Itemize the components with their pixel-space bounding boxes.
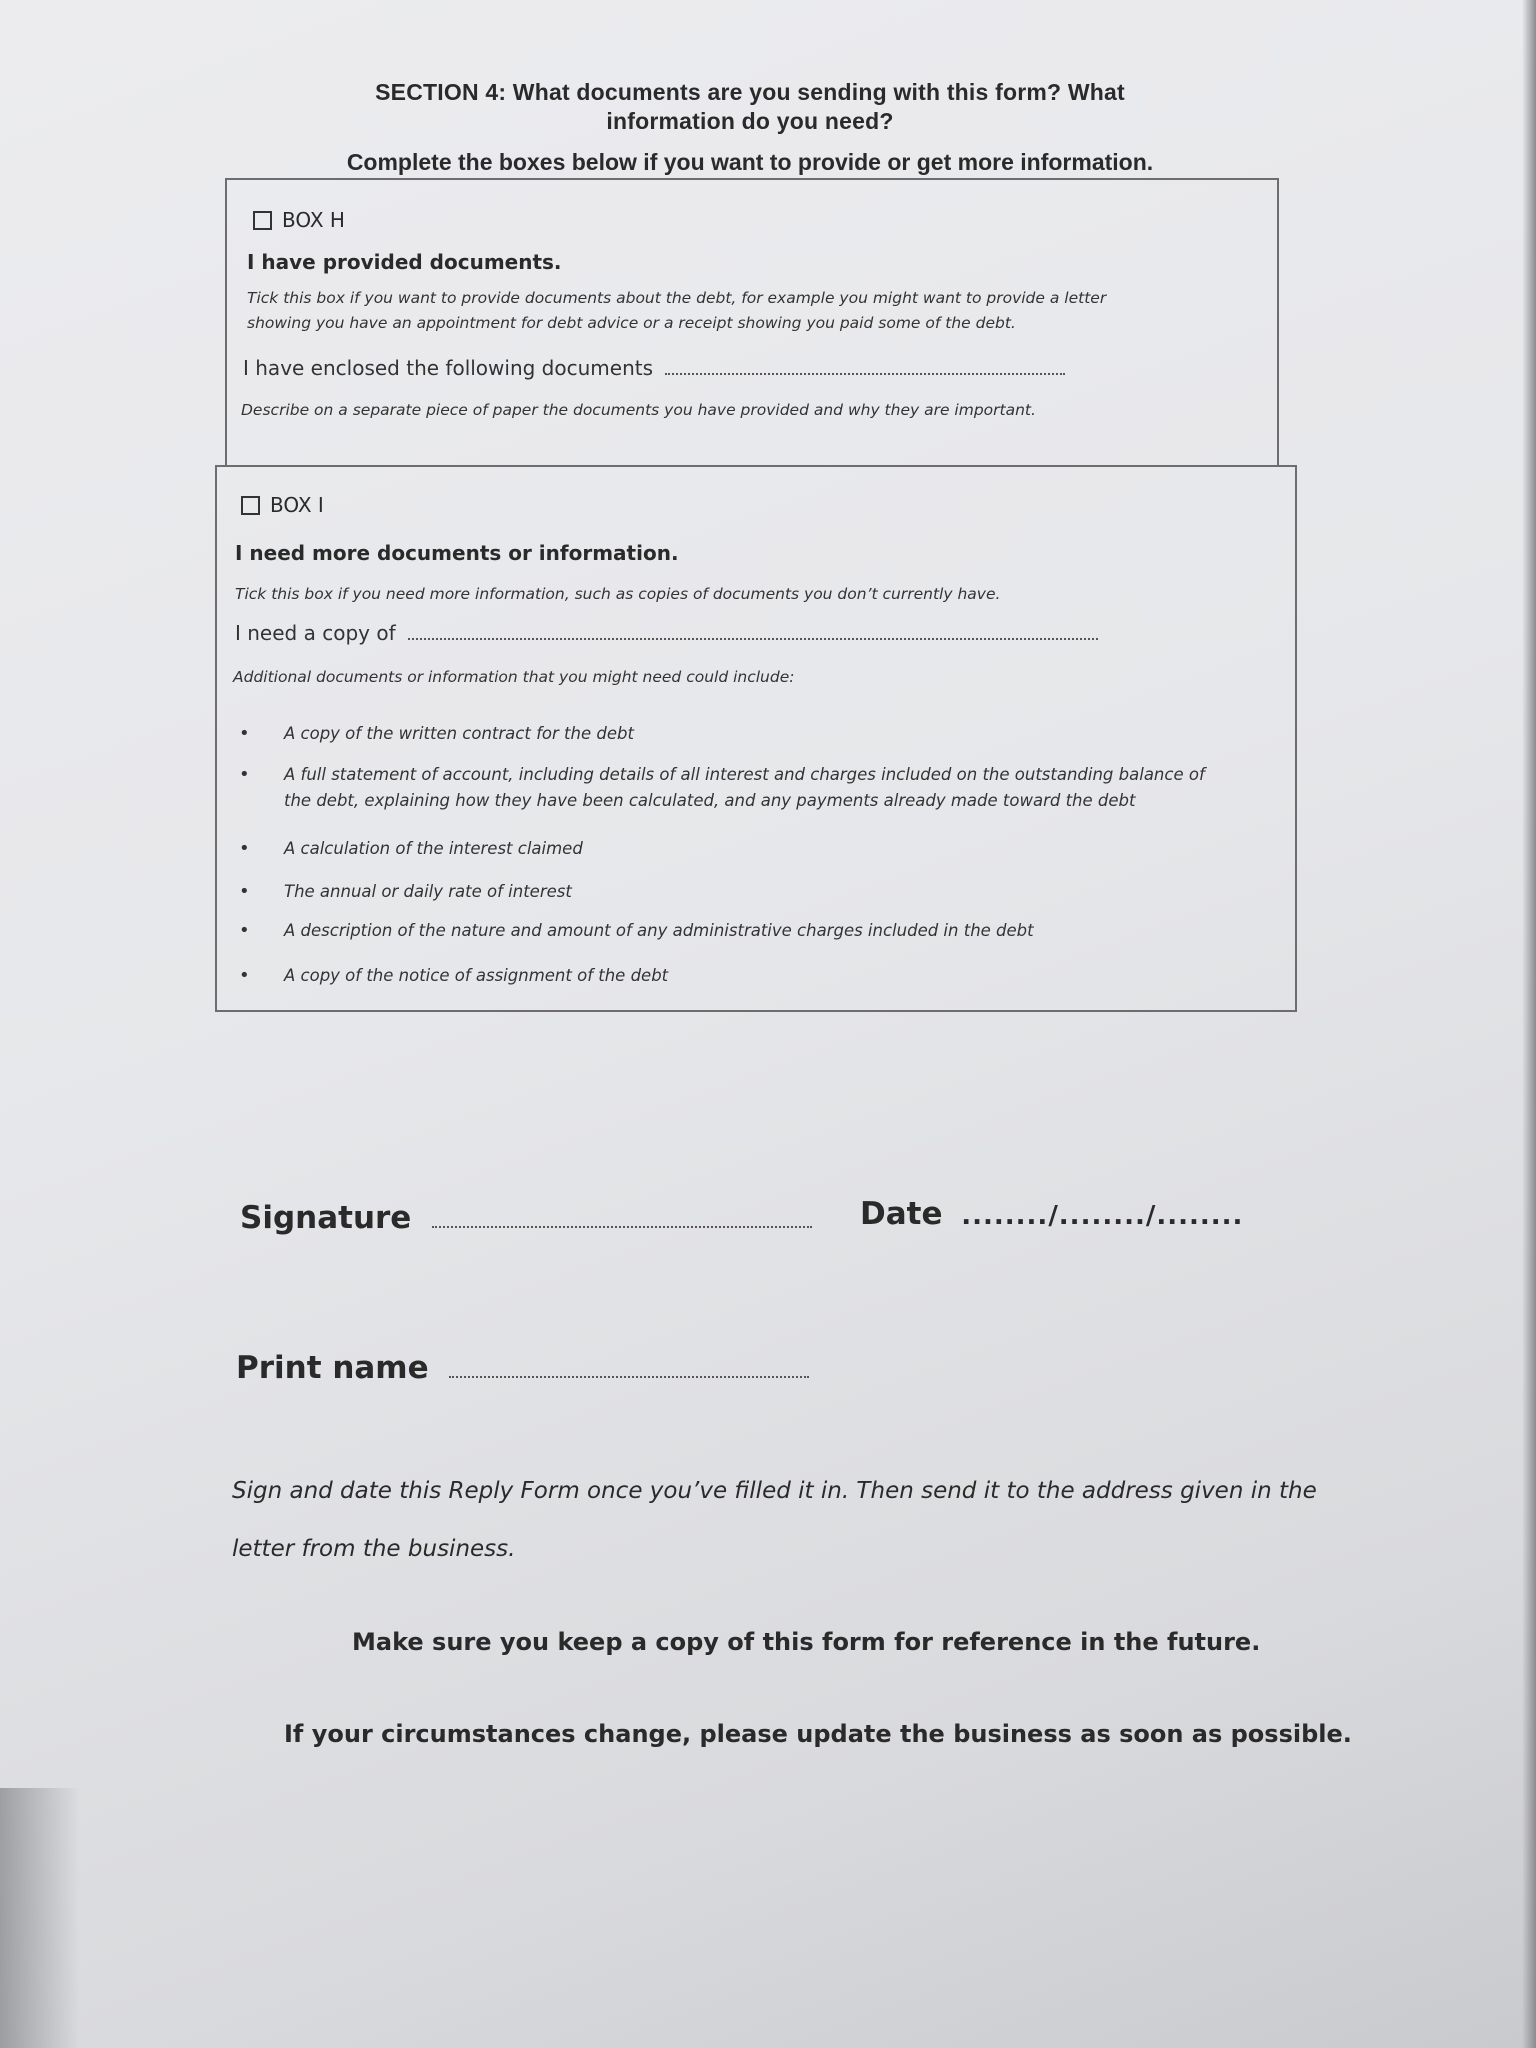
box-i-copy-field <box>235 621 1098 645</box>
box-i-field-label: I need a copy of <box>235 621 396 645</box>
signature-label: Signature <box>240 1200 412 1236</box>
section-title-line2: information do you need? <box>606 108 894 134</box>
box-i-copy-input[interactable] <box>408 624 1098 640</box>
box-h-label: BOX H <box>282 208 345 232</box>
box-i-label: BOX I <box>270 493 324 517</box>
page-shadow <box>0 1788 80 2048</box>
date-input[interactable]: ......../......../........ <box>961 1201 1244 1231</box>
box-i-instruction: Tick this box if you need more information, such as copies of documents you don’t currently have. <box>235 585 1001 603</box>
signature-input[interactable] <box>432 1208 812 1228</box>
box-i-list-intro: Additional documents or information that you might need could include: <box>233 668 795 686</box>
print-name-field <box>236 1350 809 1386</box>
box-h-field-label: I have enclosed the following documents <box>243 356 654 380</box>
box-h-heading: I have provided documents. <box>247 250 562 274</box>
box-h-instruction-line2: showing you have an appointment for debt advice or a receipt showing you paid some of the debt. <box>247 314 1016 332</box>
box-h-instruction-line1: Tick this box if you want to provide documents about the debt, for example you might want to provide a letter <box>247 289 1107 307</box>
update-note: If your circumstances change, please update the business as soon as possible. <box>284 1720 1352 1748</box>
print-name-label: Print name <box>236 1350 429 1386</box>
box-i: BOX I I need more documents or information. Tick this box if you need more information, such as copies of documents you don’t currently have. I need a copy of Additional documents or information that you might need could include: • A copy of the written contract for the debt • A full statement of account, including details of all interest and charges included on the outstanding balance of the debt, explaining how they have been calculated, and any payments already made toward the debt • A calculation of the interest claimed • The annual or daily rate of interest • A description of the nature and amount of any administrative charges included in the debt • A copy of the notice of assignment of the debt <box>215 465 1297 1012</box>
box-i-checkbox[interactable] <box>241 496 260 515</box>
date-field <box>860 1196 1243 1232</box>
page-edge <box>1522 0 1536 2048</box>
box-h-checkbox[interactable] <box>253 211 272 230</box>
box-h <box>225 178 1279 467</box>
section-title-line1: SECTION 4: What documents are you sending with this form? What <box>375 79 1125 105</box>
box-h-documents-input[interactable] <box>665 359 1065 375</box>
box-h-note: Describe on a separate piece of paper the documents you have provided and why they are important. <box>241 401 1036 419</box>
box-h-documents-field <box>243 356 1065 380</box>
box-i-heading: I need more documents or information. <box>235 541 679 565</box>
box-h-header <box>253 208 345 232</box>
keep-copy-note: Make sure you keep a copy of this form for reference in the future. <box>352 1628 1261 1656</box>
section-intro: Complete the boxes below if you want to provide or get more information. <box>346 149 1154 175</box>
signature-field <box>240 1200 812 1236</box>
date-label: Date <box>860 1196 943 1232</box>
box-i-header <box>241 493 324 517</box>
footer-instruction <box>232 1462 1332 1578</box>
footer-instruction-line2: letter from the business. <box>232 1536 516 1562</box>
section-title <box>230 78 1270 136</box>
box-h-instruction <box>247 286 1267 336</box>
footer-instruction-line1: Sign and date this Reply Form once you’ve filled it in. Then send it to the address given in the <box>232 1478 1317 1504</box>
print-name-input[interactable] <box>449 1358 809 1378</box>
